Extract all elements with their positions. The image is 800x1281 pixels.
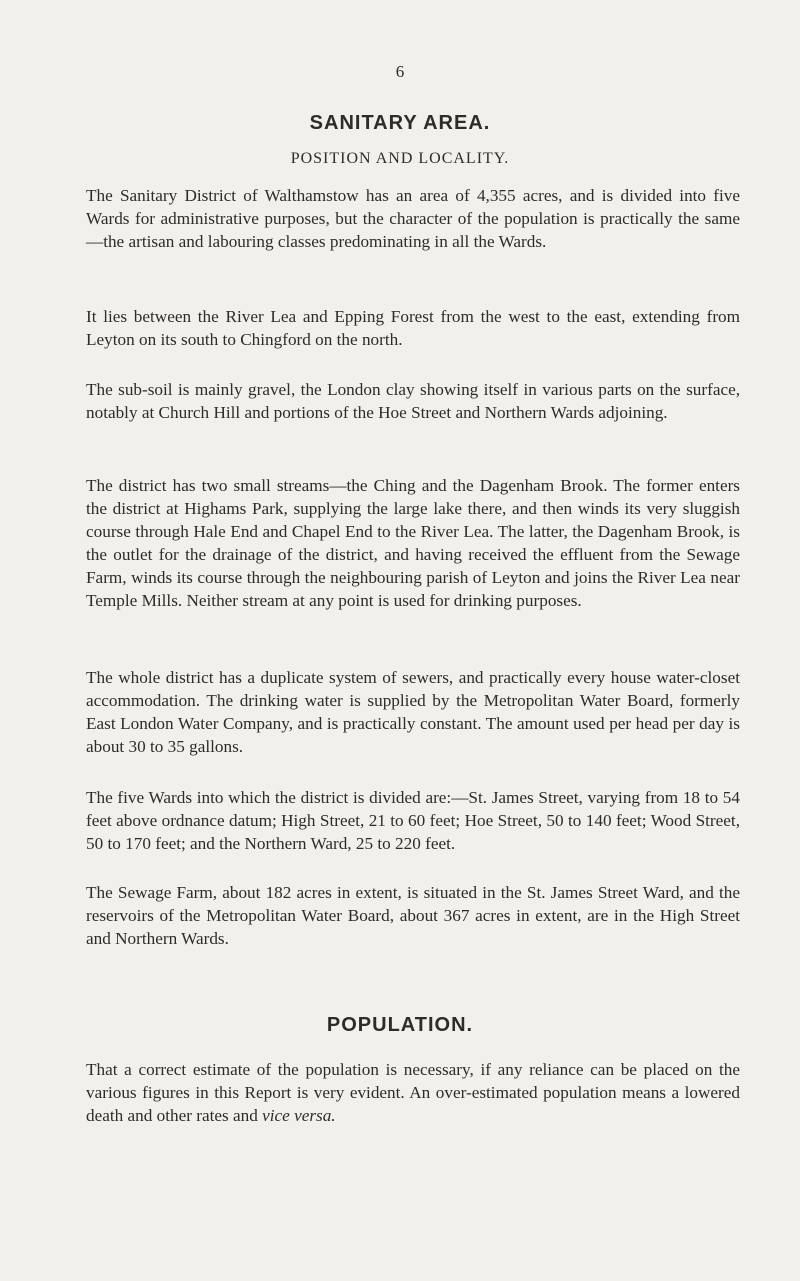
- page-number: 6: [395, 62, 405, 81]
- paragraph-subsoil: The sub-soil is mainly gravel, the London clay showing itself in various parts on the surface, notably at Church Hill and portions of the Hoe Street and Northern Wards adjoining.: [86, 380, 740, 422]
- paragraph-population: [86, 1058, 740, 1127]
- paragraph-sewage-farm: The Sewage Farm, about 182 acres in extent, is situated in the St. James Street Ward, and the reservoirs of the Metropolitan Water Board, about 367 acres in extent, are in the High Street and Northern Wards.: [86, 883, 740, 948]
- paragraph-population-text: That a correct estimate of the population is necessary, if any reliance can be placed on the various figures in this Report is very evident. An over-estimated population means a lowered death and other rates and: [86, 1060, 740, 1125]
- paragraph-sewers-water: The whole district has a duplicate system of sewers, and practically every house water-closet accommodation. The drinking water is supplied by the Metropolitan Water Board, formerly East London Water Company, and is practically constant. The amount used per head per day is about 30 to 35 gallons.: [86, 668, 740, 756]
- section-title-population: POPULATION.: [326, 1014, 474, 1036]
- paragraph-streams: The district has two small streams—the Ching and the Dagenham Brook. The former enters the district at Highams Park, supplying the large lake there, and then winds its very sluggish course through Hale End and Chapel End to the River Lea. The latter, the Dagenham Brook, is the outlet for the drainage of the district, and having received the effluent from the Sewage Farm, winds its course through the neighbouring parish of Leyton and joins the River Lea near Temple Mills. Neither stream at any point is used for drinking purposes.: [86, 476, 740, 610]
- paragraph-wards-elevation: The five Wards into which the district is divided are:—St. James Street, varying from 18 to 54 feet above ordnance datum; High Street, 21 to 60 feet; Hoe Street, 50 to 140 feet; Wood Street, 50 to 170 feet; and the Northern Ward, 25 to 220 feet.: [86, 788, 740, 853]
- section-subtitle-position-locality: POSITION AND LOCALITY.: [290, 150, 510, 167]
- paragraph-population-italic: vice versa.: [262, 1106, 336, 1125]
- paragraph-area: The Sanitary District of Walthamstow has an area of 4,355 acres, and is divided into five Wards for administrative purposes, but the character of the population is practically the same—the artisan and labouring classes predominating in all the Wards.: [86, 186, 740, 251]
- paragraph-location: It lies between the River Lea and Epping Forest from the west to the east, extending from Leyton on its south to Chingford on the north.: [86, 307, 740, 349]
- section-title-sanitary-area: SANITARY AREA.: [309, 112, 491, 134]
